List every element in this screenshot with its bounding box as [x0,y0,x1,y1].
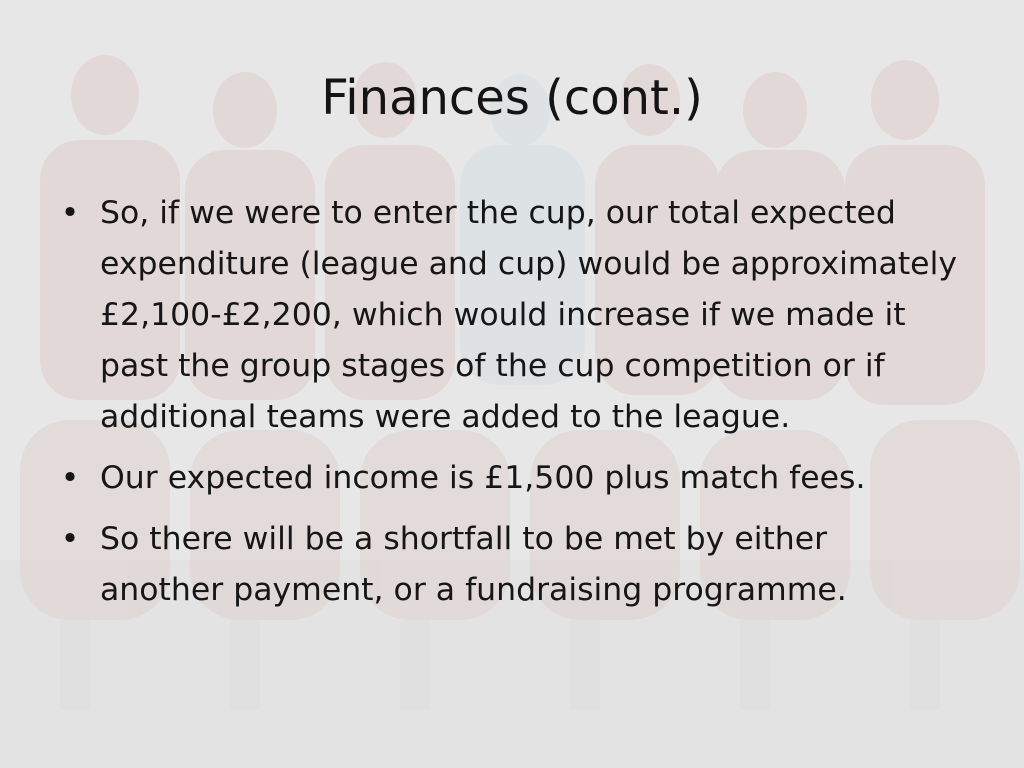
bullet-text: So, if we were to enter the cup, our total expected expenditure (league and cup) would be approximately £2,100-£2,200, which would increase if we made it past the group stages of the cup competition or if additional teams were added to the league. [100,195,957,435]
bullet-item [58,514,958,616]
bullet-item [58,188,958,443]
bullet-text: So there will be a shortfall to be met by either another payment, or a fundraising programme. [100,521,847,608]
bullet-dot-icon: • [60,521,80,557]
bullet-dot-icon: • [60,195,80,231]
bullet-item [58,453,958,504]
slide-title: Finances (cont.) [321,70,703,126]
bullet-list [58,188,958,626]
bullet-text: Our expected income is £1,500 plus match fees. [100,460,866,496]
bullet-dot-icon: • [60,460,80,496]
